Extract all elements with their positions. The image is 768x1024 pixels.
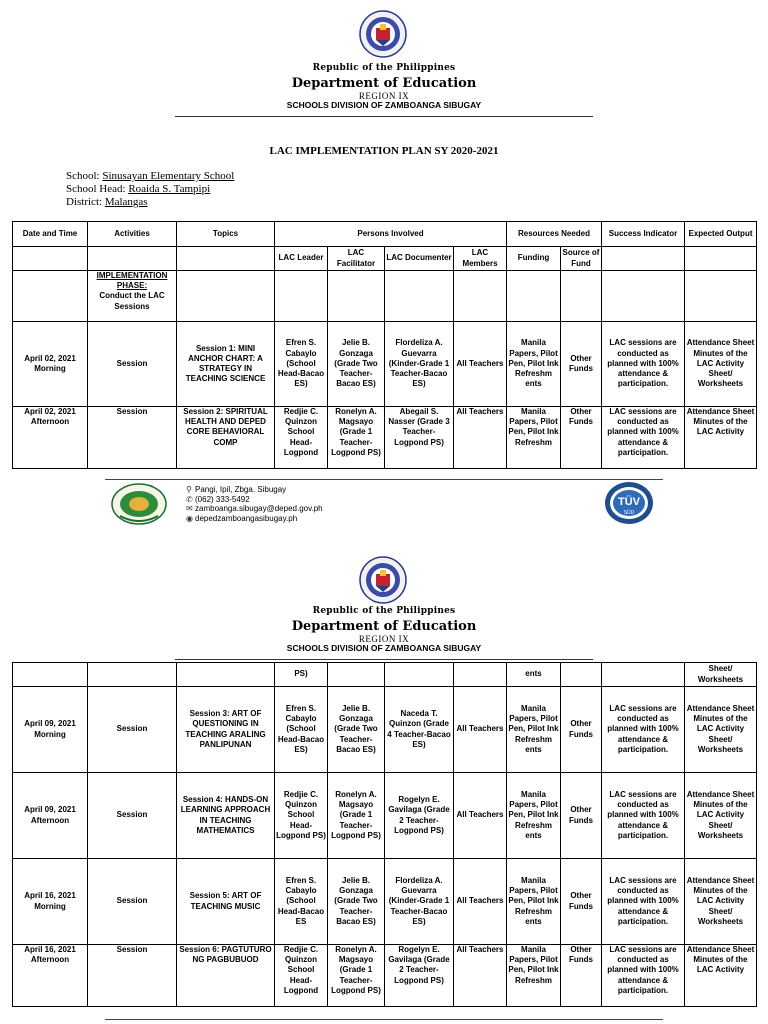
col-funding: Funding: [507, 247, 561, 271]
row-facilitator: Jelie B. Gonzaga (Grade Two Teacher-Bacao ES): [328, 322, 385, 407]
row-funding: Manila Papers, Pilot Pen, Pilot Ink Refreshm: [507, 407, 561, 469]
table-row: [13, 407, 757, 469]
row-output: Attendance Sheet Minutes of the LAC Activity Sheet/ Worksheets: [685, 322, 757, 407]
empty-cell: [602, 271, 685, 322]
col-persons: Persons Involved: [275, 222, 507, 247]
row-documenter: Rogelyn E. Gavilaga (Grade 2 Teacher-Logpond PS): [385, 945, 454, 1007]
row-facilitator: Ronelyn A. Magsayo (Grade 1 Teacher-Logpond PS): [328, 773, 385, 859]
row-members: All Teachers: [454, 773, 507, 859]
row-members: All Teachers: [454, 687, 507, 773]
tuv-text: TÜV: [618, 496, 640, 508]
continuation-row: [13, 663, 757, 687]
table-row: [13, 859, 757, 945]
lac-plan-table-page2: [12, 662, 757, 1007]
district-name: Malangas: [104, 196, 148, 208]
empty-cell: [13, 247, 88, 271]
row-members: All Teachers: [454, 407, 507, 469]
row-activity: Session: [88, 945, 177, 1007]
row-success: LAC sessions are conducted as planned with 100% attendance & participation.: [602, 945, 685, 1007]
row-activity: Session: [88, 407, 177, 469]
division-line: SCHOOLS DIVISION OF ZAMBOANGA SIBUGAY: [286, 643, 482, 653]
col-topics: Topics: [177, 222, 275, 247]
empty-cell: [177, 271, 275, 322]
row-funding: Manila Papers, Pilot Pen, Pilot Ink Refreshm ents: [507, 773, 561, 859]
footer-phone: (062) 333-5492: [195, 494, 250, 504]
row-success: LAC sessions are conducted as planned with 100% attendance & participation.: [602, 322, 685, 407]
row-leader: Efren S. Cabaylo (School Head-Bacao ES): [275, 322, 328, 407]
republic-line: Republic of the Philippines: [312, 606, 456, 616]
col-resources: Resources Needed: [507, 222, 602, 247]
empty-cell: [328, 663, 385, 687]
row-leader: Redjie C. Quinzon School Head-Logpond PS): [275, 773, 328, 859]
deped-seal-logo: [359, 10, 407, 58]
row-date: April 02, 2021 Morning: [13, 322, 88, 407]
col-facilitator: LAC Facilitator: [328, 247, 385, 271]
row-output: Attendance Sheet Minutes of the LAC Activity: [685, 945, 757, 1007]
empty-cell: [13, 271, 88, 322]
row-topic: Session 6: PAGTUTURO NG PAGBUBUOD: [177, 945, 275, 1007]
row-topic: Session 2: SPIRITUAL HEALTH AND DEPED CORE BEHAVIORAL COMP: [177, 407, 275, 469]
row-leader: Redjie C. Quinzon School Head-Logpond: [275, 945, 328, 1007]
row-funding: Manila Papers, Pilot Pen, Pilot Ink Refreshm ents: [507, 322, 561, 407]
document-title: LAC IMPLEMENTATION PLAN SY 2020-2021: [269, 145, 499, 157]
table-row: [13, 945, 757, 1007]
row-documenter: Abegail S. Nasser (Grade 3 Teacher-Logpond PS): [385, 407, 454, 469]
school-head: Roaida S. Tampipi: [128, 183, 211, 195]
division-logo: [110, 482, 168, 526]
row-facilitator: Jelie B. Gonzaga (Grade Two Teacher-Bacao ES): [328, 687, 385, 773]
empty-cell: [602, 663, 685, 687]
location-pin-icon: ⚲: [186, 485, 192, 494]
row-funding: Manila Papers, Pilot Pen, Pilot Ink Refreshm ents: [507, 687, 561, 773]
col-documenter: LAC Documenter: [385, 247, 454, 271]
row-facilitator: Jelie B. Gonzaga (Grade Two Teacher-Bacao ES): [328, 859, 385, 945]
school-label: School:: [66, 170, 100, 182]
row-source: Other Funds: [561, 687, 602, 773]
row-output: Attendance Sheet Minutes of the LAC Activity Sheet/ Worksheets: [685, 687, 757, 773]
empty-cell: [685, 247, 757, 271]
row-topic: Session 5: ART OF TEACHING MUSIC: [177, 859, 275, 945]
empty-cell: [88, 247, 177, 271]
footer-web: depedzamboangasibugay.ph: [195, 513, 298, 523]
row-date: April 09, 2021 Morning: [13, 687, 88, 773]
row-success: LAC sessions are conducted as planned with 100% attendance & participation.: [602, 687, 685, 773]
region-line: REGION IX: [358, 91, 410, 101]
phone-icon: ✆: [186, 494, 193, 504]
row-activity: Session: [88, 773, 177, 859]
row-topic: Session 3: ART OF QUESTIONING IN TEACHING ARALING PANLIPUNAN: [177, 687, 275, 773]
footer-contact: [186, 485, 323, 523]
row-success: LAC sessions are conducted as planned with 100% attendance & participation.: [602, 859, 685, 945]
tuv-certification-logo: [604, 480, 654, 526]
row-source: Other Funds: [561, 773, 602, 859]
empty-cell: [561, 271, 602, 322]
row-success: LAC sessions are conducted as planned with 100% attendance & participation.: [602, 773, 685, 859]
row-activity: Session: [88, 687, 177, 773]
head-label: School Head:: [66, 183, 126, 195]
col-members: LAC Members: [454, 247, 507, 271]
row-date: April 02, 2021 Afternoon: [13, 407, 88, 469]
row-date: April 16, 2021 Morning: [13, 859, 88, 945]
phase-label: IMPLEMENTATION PHASE:: [96, 271, 168, 291]
continuation-output: Sheet/ Worksheets: [685, 663, 757, 687]
continuation-leader: PS): [275, 663, 328, 687]
empty-cell: [454, 271, 507, 322]
empty-cell: [275, 271, 328, 322]
col-source: Source of Fund: [561, 247, 602, 271]
district-label: District:: [66, 196, 103, 208]
email-icon: ✉: [186, 504, 193, 513]
row-facilitator: Ronelyn A. Magsayo (Grade 1 Teacher-Logpond PS): [328, 945, 385, 1007]
row-documenter: Flordeliza A. Guevarra (Kinder-Grade 1 Teacher-Bacao ES): [385, 859, 454, 945]
header-divider: [175, 659, 593, 660]
republic-line: Republic of the Philippines: [312, 63, 456, 73]
empty-cell: [328, 271, 385, 322]
row-output: Attendance Sheet Minutes of the LAC Activity Sheet/ Worksheets: [685, 773, 757, 859]
empty-cell: [454, 663, 507, 687]
row-success: LAC sessions are conducted as planned with 100% attendance & participation.: [602, 407, 685, 469]
table-row: [13, 322, 757, 407]
row-source: Other Funds: [561, 859, 602, 945]
row-topic: Session 1: MINI ANCHOR CHART: A STRATEGY IN TEACHING SCIENCE: [177, 322, 275, 407]
row-leader: Efren S. Cabaylo (School Head-Bacao ES: [275, 859, 328, 945]
department-name: Department of Education: [291, 76, 477, 91]
empty-cell: [385, 271, 454, 322]
empty-cell: [561, 663, 602, 687]
col-success: Success Indicator: [602, 222, 685, 247]
deped-seal-logo: [359, 556, 407, 604]
footer-divider: [105, 479, 663, 480]
col-expected: Expected Output: [685, 222, 757, 247]
empty-cell: [507, 271, 561, 322]
header-divider: [175, 116, 593, 117]
empty-cell: [88, 663, 177, 687]
footer-address: Pangi, Ipil, Zbga. Sibugay: [195, 485, 287, 494]
row-topic: Session 4: HANDS-ON LEARNING APPROACH IN TEACHING MATHEMATICS: [177, 773, 275, 859]
row-leader: Efren S. Cabaylo (School Head-Bacao ES): [275, 687, 328, 773]
table-row: [13, 687, 757, 773]
row-activity: Session: [88, 322, 177, 407]
empty-cell: [177, 247, 275, 271]
row-output: Attendance Sheet Minutes of the LAC Activity Sheet/ Worksheets: [685, 859, 757, 945]
sud-text: SÜD: [623, 510, 635, 516]
department-name: Department of Education: [291, 619, 477, 634]
row-members: All Teachers: [454, 859, 507, 945]
empty-cell: [602, 247, 685, 271]
division-line: SCHOOLS DIVISION OF ZAMBOANGA SIBUGAY: [286, 100, 482, 110]
continuation-funding: ents: [507, 663, 561, 687]
region-line: REGION IX: [358, 634, 410, 644]
row-funding: Manila Papers, Pilot Pen, Pilot Ink Refreshm ents: [507, 859, 561, 945]
phase-sub: Conduct the LAC Sessions: [99, 291, 165, 311]
row-funding: Manila Papers, Pilot Pen, Pilot Ink Refreshm: [507, 945, 561, 1007]
lac-plan-table-page1: [12, 221, 757, 469]
row-activity: Session: [88, 859, 177, 945]
row-documenter: Flordeliza A. Guevarra (Kinder-Grade 1 Teacher-Bacao ES): [385, 322, 454, 407]
phase-cell: [88, 271, 177, 322]
row-members: All Teachers: [454, 322, 507, 407]
school-info: [66, 170, 234, 209]
row-source: Other Funds: [561, 945, 602, 1007]
empty-cell: [685, 271, 757, 322]
footer-email: zamboanga.sibugay@deped.gov.ph: [195, 504, 323, 513]
empty-cell: [385, 663, 454, 687]
col-leader: LAC Leader: [275, 247, 328, 271]
row-members: All Teachers: [454, 945, 507, 1007]
empty-cell: [13, 663, 88, 687]
row-leader: Redjie C. Quinzon School Head-Logpond: [275, 407, 328, 469]
empty-cell: [177, 663, 275, 687]
row-documenter: Naceda T. Quinzon (Grade 4 Teacher-Bacao ES): [385, 687, 454, 773]
row-date: April 09, 2021 Afternoon: [13, 773, 88, 859]
row-source: Other Funds: [561, 407, 602, 469]
footer-divider: [105, 1019, 663, 1020]
col-activities: Activities: [88, 222, 177, 247]
row-date: April 16, 2021 Afternoon: [13, 945, 88, 1007]
facebook-icon: ◉: [186, 513, 193, 523]
row-documenter: Rogelyn E. Gavilaga (Grade 2 Teacher-Logpond PS): [385, 773, 454, 859]
col-date: Date and Time: [13, 222, 88, 247]
row-output: Attendance Sheet Minutes of the LAC Activity: [685, 407, 757, 469]
table-row: [13, 773, 757, 859]
school-name: Sinusayan Elementary School: [102, 170, 235, 182]
row-source: Other Funds: [561, 322, 602, 407]
row-facilitator: Ronelyn A. Magsayo (Grade 1 Teacher-Logpond PS): [328, 407, 385, 469]
